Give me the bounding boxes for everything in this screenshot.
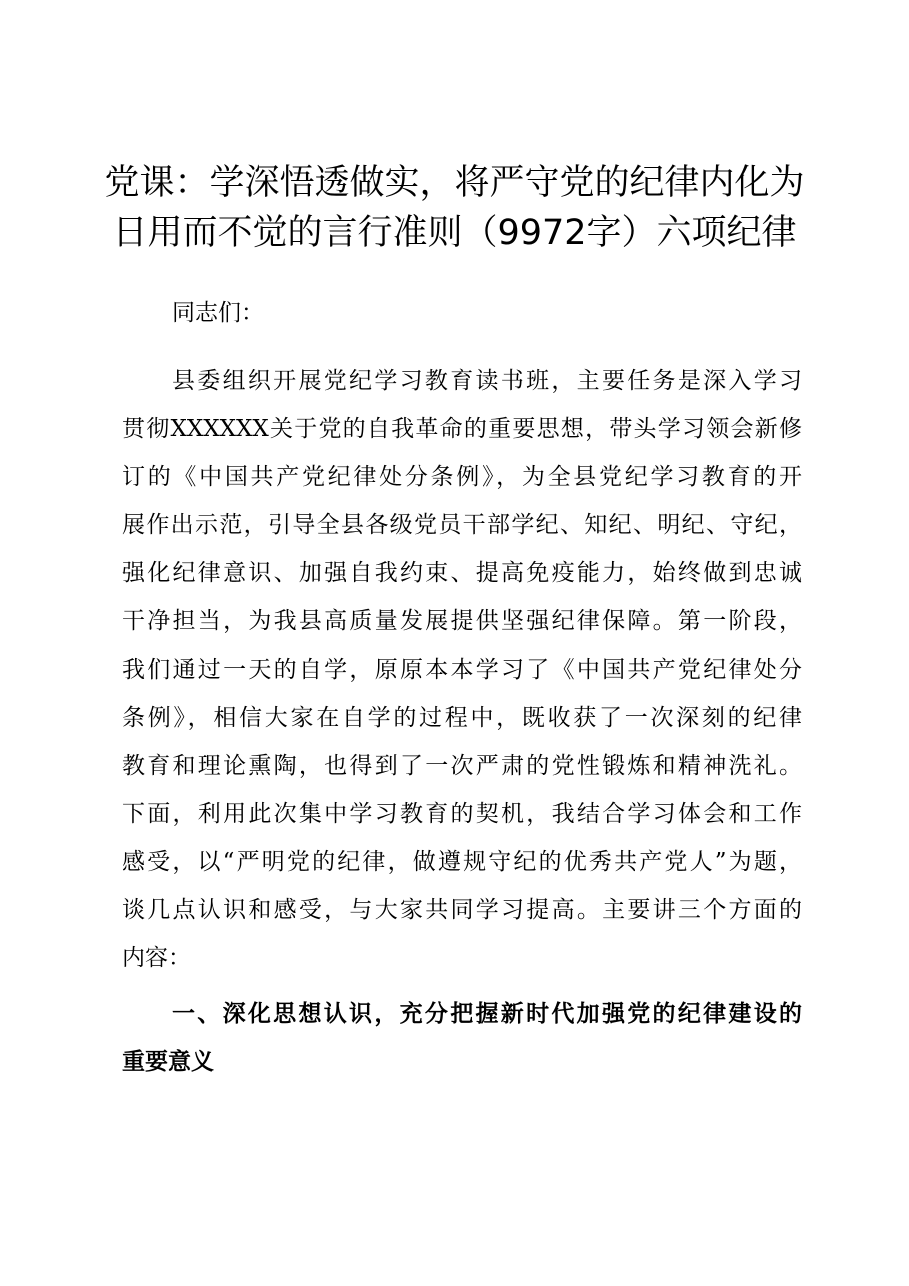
- section-heading: [122, 994, 802, 1090]
- paragraph-line: 干净担当，为我县高质量发展提供坚强纪律保障。第一阶段，: [122, 608, 802, 635]
- paragraph-line: 订的《中国共产党纪律处分条例》，为全县党纪学习教育的开: [122, 464, 802, 491]
- paragraph-line: 教育和理论熏陶，也得到了一次严肃的党性锻炼和精神洗礼。: [122, 752, 802, 779]
- paragraph-line: 感受，以“严明党的纪律，做遵规守纪的优秀共产党人”为题，: [122, 848, 802, 875]
- paragraph-line: 县委组织开展党纪学习教育读书班，主要任务是深入学习: [172, 368, 802, 394]
- body-paragraph: [122, 361, 802, 986]
- heading-line: 重要意义: [122, 1049, 214, 1075]
- title-line: 日用而不觉的言行准则（9972字）六项纪律: [112, 213, 797, 253]
- paragraph-line: 条例》，相信大家在自学的过程中，既收获了一次深刻的纪律: [122, 704, 802, 731]
- paragraph-line: 展作出示范，引导全县各级党员干部学纪、知纪、明纪、守纪，: [122, 512, 802, 539]
- title-line: 党课：学深悟透做实，将严守党的纪律内化为: [104, 163, 805, 203]
- heading-line: 一、深化思想认识，充分把握新时代加强党的纪律建设的: [172, 1001, 802, 1027]
- document-title: [80, 158, 829, 258]
- paragraph-line: 我们通过一天的自学，原原本本学习了《中国共产党纪律处分: [122, 656, 802, 683]
- salutation: 同志们：: [172, 300, 264, 326]
- paragraph-line: 强化纪律意识、加强自我约束、提高免疫能力，始终做到忠诚: [122, 560, 802, 587]
- paragraph-line: 贯彻XXXXXX关于党的自我革命的重要思想，带头学习领会新修: [122, 416, 802, 443]
- paragraph-line: 内容：: [122, 945, 191, 972]
- paragraph-line: 谈几点认识和感受，与大家共同学习提高。主要讲三个方面的: [122, 897, 802, 924]
- paragraph-line: 下面，利用此次集中学习教育的契机，我结合学习体会和工作: [122, 800, 802, 827]
